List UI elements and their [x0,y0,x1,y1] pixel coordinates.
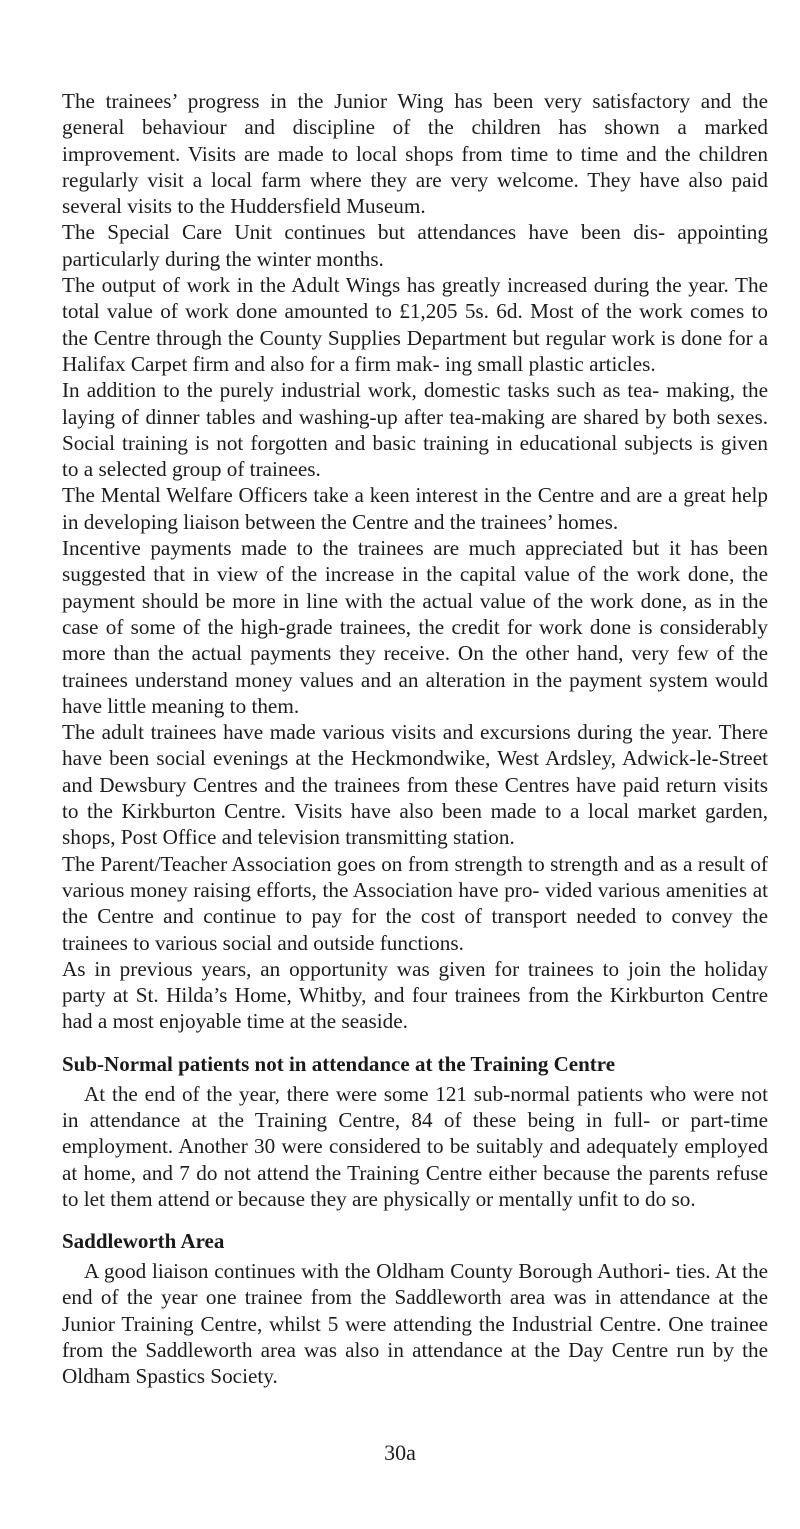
page-number: 30a [384,1440,416,1465]
paragraph-special-care-unit: The Special Care Unit continues but attendances have been dis- appointing particularly during the winter months. [62,220,768,271]
paragraph-junior-wing: The trainees’ progress in the Junior Wing has been very satisfactory and the general behaviour and discipline of the children has shown a marked improvement. Visits are made to local shops from time to time and the children regularly visit a local farm where they are very welcome. They have also paid several visits to the Huddersfield Museum. [62,89,768,219]
paragraph-holiday-party: As in previous years, an opportunity was given for trainees to join the holiday party at St. Hilda’s Home, Whitby, and four trainees from the Kirkburton Centre had a most enjoyable time at the seaside. [62,956,768,1034]
document-page [62,88,768,1390]
paragraph-visits-excursions: The adult trainees have made various visits and excursions during the year. There have been social evenings at the Heckmondwike, West Ardsley, Adwick-le-Street and Dewsbury Centres and the trainees from these Centres have paid return visits to the Kirkburton Centre. Visits have also been made to a local market garden, shops, Post Office and television transmitting station. [62,720,768,850]
paragraph-domestic-tasks: In addition to the purely industrial work, domestic tasks such as tea- making, the laying of dinner tables and washing-up after tea-making are shared by both sexes. Social training is not forgotten and basic training in educational subjects is given to a selected group of trainees. [62,378,768,482]
paragraph-mental-welfare-officers: The Mental Welfare Officers take a keen interest in the Centre and are a great help in developing liaison between the Centre and the trainees’ homes. [62,483,768,534]
section-heading-sub-normal-patients: Sub-Normal patients not in attendance at the Training Centre [62,1051,616,1076]
paragraph-sub-normal-patients: At the end of the year, there were some 121 sub-normal patients who were not in attendance at the Training Centre, 84 of these being in full- or part-time employment. Another 30 were considered to be suitably and adequately employed at home, and 7 do not attend the Training Centre either because the parents refuse to let them attend or because they are physically or mentally unfit to do so. [62,1081,768,1211]
paragraph-parent-teacher-association: The Parent/Teacher Association goes on from strength to strength and as a result of various money raising efforts, the Association have pro- vided various amenities at the Centre and continue to pay for the cost of transport needed to convey the trainees to various social and outside functions. [62,851,768,955]
paragraph-adult-wings-output: The output of work in the Adult Wings has greatly increased during the year. The total value of work done amounted to £1,205 5s. 6d. Most of the work comes to the Centre through the County Supplies Department but regular work is done for a Halifax Carpet firm and also for a firm mak- ing small plastic articles. [62,273,768,376]
paragraph-saddleworth-area: A good liaison continues with the Oldham County Borough Authori- ties. At the end of the year one trainee from the Saddleworth area was in attendance at the Junior Training Centre, whilst 5 were attending the Industrial Centre. One trainee from the Saddleworth area was also in attendance at the Day Centre run by the Oldham Spastics Society. [62,1259,768,1389]
section-heading-saddleworth-area: Saddleworth Area [62,1229,225,1254]
paragraph-incentive-payments: Incentive payments made to the trainees are much appreciated but it has been suggested that in view of the increase in the capital value of the work done, the payment should be more in line with the actual value of the work done, as in the case of some of the high-grade trainees, the credit for work done is considerably more than the actual payments they receive. On the other hand, very few of the trainees understand money values and an alteration in the payment system would have little meaning to them. [62,536,768,718]
